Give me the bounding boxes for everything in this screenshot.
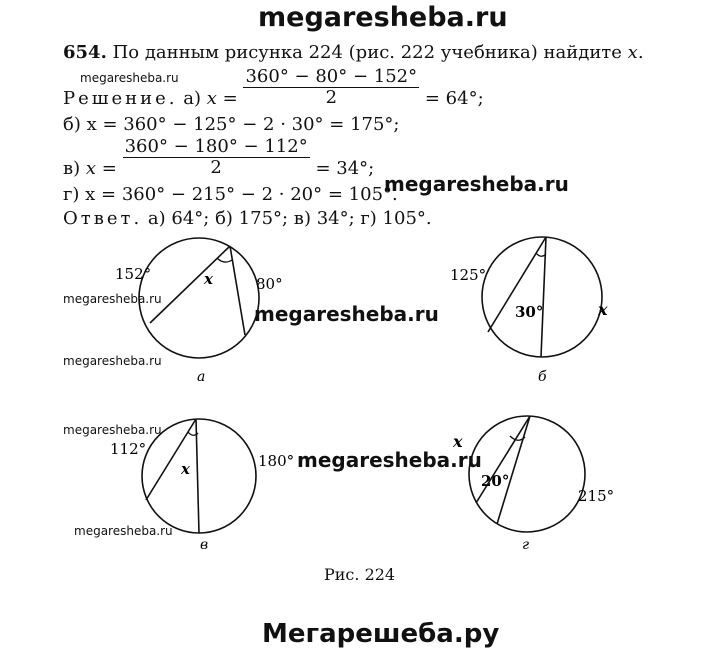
solution-a-result: = 64°;	[424, 88, 484, 109]
figure-g	[452, 416, 614, 553]
figure-b-angle-arc	[536, 253, 546, 256]
watermark-small-4: megaresheba.ru	[63, 423, 162, 437]
solution-v-result: = 34°;	[315, 158, 375, 179]
watermark-small: megaresheba.ru	[80, 71, 179, 85]
figure-g-label-right: 215°	[578, 487, 615, 505]
figure-v-chord-right	[196, 419, 199, 533]
watermark-small-3: megaresheba.ru	[63, 354, 162, 368]
watermark-small-2: megaresheba.ru	[63, 292, 162, 306]
watermark-top: megaresheba.ru	[258, 2, 508, 33]
figure-a-chord-right	[230, 246, 245, 335]
figure-g-caption: г	[522, 537, 530, 553]
solution-v-numerator: 360° − 180° − 112°	[124, 136, 308, 157]
figure-v-caption: в	[200, 537, 209, 553]
figure-b	[450, 237, 608, 385]
figure-b-caption: б	[538, 369, 547, 385]
figure-b-label-left: 125°	[450, 266, 487, 284]
figure-a-chord-left	[150, 246, 230, 323]
figure-a-label-angle: x	[204, 270, 213, 288]
problem-text: По данным рисунка 224 (рис. 222 учебника) найдите	[112, 42, 622, 63]
figure-v-label-angle: x	[181, 460, 190, 478]
figure-caption: Рис. 224	[324, 565, 396, 584]
problem-number: 654.	[63, 42, 107, 63]
solution-a-lhs: x =	[206, 88, 238, 109]
solution-a-numerator: 360° − 80° − 152°	[245, 66, 418, 87]
solution-v-lhs: x =	[85, 158, 117, 179]
solution-line-g: г) x = 360° − 215° − 2 · 20° = 105°.	[63, 184, 398, 205]
figure-g-chord-right	[497, 416, 530, 524]
solution-a-denominator: 2	[325, 87, 338, 108]
solution-a-prefix: а)	[183, 88, 202, 109]
solution-v-denominator: 2	[210, 157, 222, 178]
solution-label: Решение.	[63, 88, 178, 109]
answer-label: Ответ.	[63, 208, 143, 229]
watermark-mid-1: megaresheba.ru	[384, 172, 569, 196]
figure-g-label-angle: 20°	[481, 472, 510, 490]
figure-a-angle-arc	[217, 258, 232, 262]
figure-a-label-left: 152°	[115, 265, 152, 283]
problem-variable: x	[627, 42, 638, 63]
figure-v-label-left: 112°	[110, 440, 147, 458]
watermark-mid-2: megaresheba.ru	[254, 302, 439, 326]
figure-g-label-left: x	[453, 432, 463, 451]
solution-v-prefix: в)	[63, 158, 81, 179]
answer-text: а) 64°; б) 175°; в) 34°; г) 105°.	[147, 208, 432, 229]
watermark-small-5: megaresheba.ru	[74, 524, 173, 538]
figure-b-label-right: x	[598, 300, 608, 319]
solution-line-b: б) x = 360° − 125° − 2 · 30° = 175°;	[63, 114, 400, 135]
problem-end: .	[637, 42, 644, 63]
figure-b-label-angle: 30°	[515, 303, 544, 321]
figure-a-label-right: 80°	[256, 275, 283, 293]
figure-v-label-right: 180°	[258, 452, 295, 470]
watermark-bottom: Мегарешеба.ру	[262, 619, 500, 649]
watermark-mid-3: megaresheba.ru	[297, 448, 482, 472]
figure-a-caption: а	[197, 369, 206, 385]
